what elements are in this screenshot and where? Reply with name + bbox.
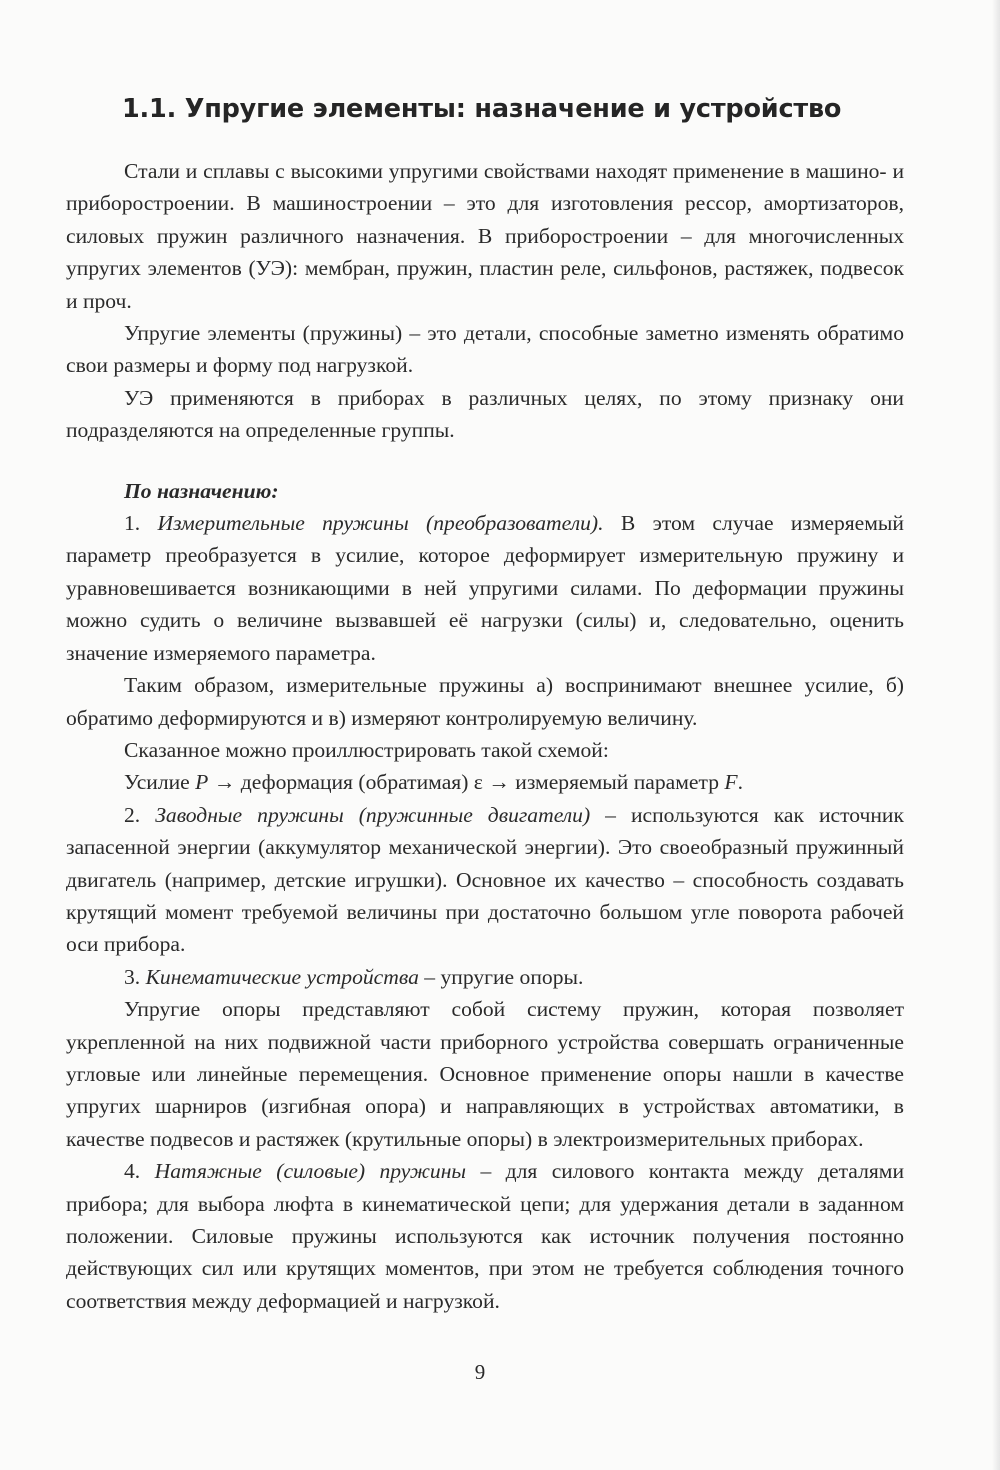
formula-variable-f: F xyxy=(724,770,738,795)
item-number: 1. xyxy=(124,511,158,536)
paragraph-definition: Упругие элементы (пружины) – это детали, способные заметно изменять обратимо свои размеры и форму под нагрузкой. xyxy=(66,321,904,378)
list-item-wind-up-springs xyxy=(66,799,904,961)
item-number: 3. xyxy=(124,964,146,989)
item-title: Кинематические устройства xyxy=(145,964,419,989)
page-edge-shadow xyxy=(992,0,1000,1470)
paragraph-measuring-summary: Таким образом, измерительные пружины а) воспринимают внешнее усилие, б) обратимо деформируются и в) измеряют контролируемую величину. xyxy=(66,673,904,730)
list-item-measuring-springs xyxy=(66,507,904,669)
item-text: – упругие опоры. xyxy=(418,964,584,989)
formula-scheme xyxy=(66,766,904,798)
formula-part: → деформация (обратимая) ε → измеряемый параметр xyxy=(208,770,725,795)
list-item-tension-springs xyxy=(66,1155,904,1317)
paragraph-groups: УЭ применяются в приборах в различных целях, по этому признаку они подразделяются на определенные группы. xyxy=(66,385,904,443)
formula-part: Усилие xyxy=(124,770,196,795)
subheading-by-purpose xyxy=(66,475,904,507)
formula-variable-p: P xyxy=(195,770,209,795)
page-number: 9 xyxy=(474,1360,486,1384)
list-item-kinematic-devices xyxy=(66,961,904,993)
item-text: В этом случае измеряемый параметр преобразуется в усилие, которое деформирует измерительную пружину и уравновешивается возникающими в ней упругими силами. По деформации пружины можно судить о величине вызвавшей её нагрузки (силы) и, следовательно, оценить значение измеряемого параметра. xyxy=(66,511,904,665)
spacer xyxy=(66,447,904,475)
paragraph-elastic-supports: Упругие опоры представляют собой систему пружин, которая позволяет укрепленной на них подвижной части приборного устройства совершать ограниченные угловые или линейные перемещения. Основное применение опоры нашли в качестве упругих шарниров (изгибная опора) и направляющих в устройствах автоматики, в качестве подвесов и растяжек (крутильные опоры) в электроизмерительных приборах. xyxy=(66,997,904,1151)
item-title: Заводные пружины (пружинные двигатели) xyxy=(155,802,591,827)
paragraph-scheme-intro: Сказанное можно проиллюстрировать такой схемой: xyxy=(124,737,609,762)
item-number: 4. xyxy=(124,1159,155,1184)
item-number: 2. xyxy=(124,802,156,827)
section-heading: 1.1. Упругие элементы: назначение и устройство xyxy=(122,94,842,124)
formula-part: . xyxy=(737,770,744,795)
item-title: Натяжные (силовые) пружины xyxy=(154,1159,467,1184)
item-text: – для силового контакта между деталями прибора; для выбора люфта в кинематической цепи; для удержания детали в заданном положении. Силовые пружины используются как источник получения постоянно действующих сил или крутящих моментов, при этом не требуется соблюдения точного соответствия между деформацией и нагрузкой. xyxy=(66,1159,904,1313)
subheading-text: По назначению: xyxy=(124,478,279,503)
body-text xyxy=(66,155,904,1317)
paragraph-intro: Стали и сплавы с высокими упругими свойствами находят применение в машино- и приборостроении. В машиностроении – это для изготовления рессор, амортизаторов, силовых пружин различного назначения. В приборостроении – для многочисленных упругих элементов (УЭ): мембран, пружин, пластин реле, сильфонов, растяжек, подвесок и проч. xyxy=(66,159,904,313)
item-title: Измерительные пружины (преобразователи). xyxy=(157,511,604,536)
item-text: – используются как источник запасенной энергии (аккумулятор механической энергии). Это своеобразный пружинный двигатель (например, детские игрушки). Основное их качество – способность создавать крутящий момент требуемой величины при достаточно большом угле поворота рабочей оси прибора. xyxy=(66,802,904,957)
